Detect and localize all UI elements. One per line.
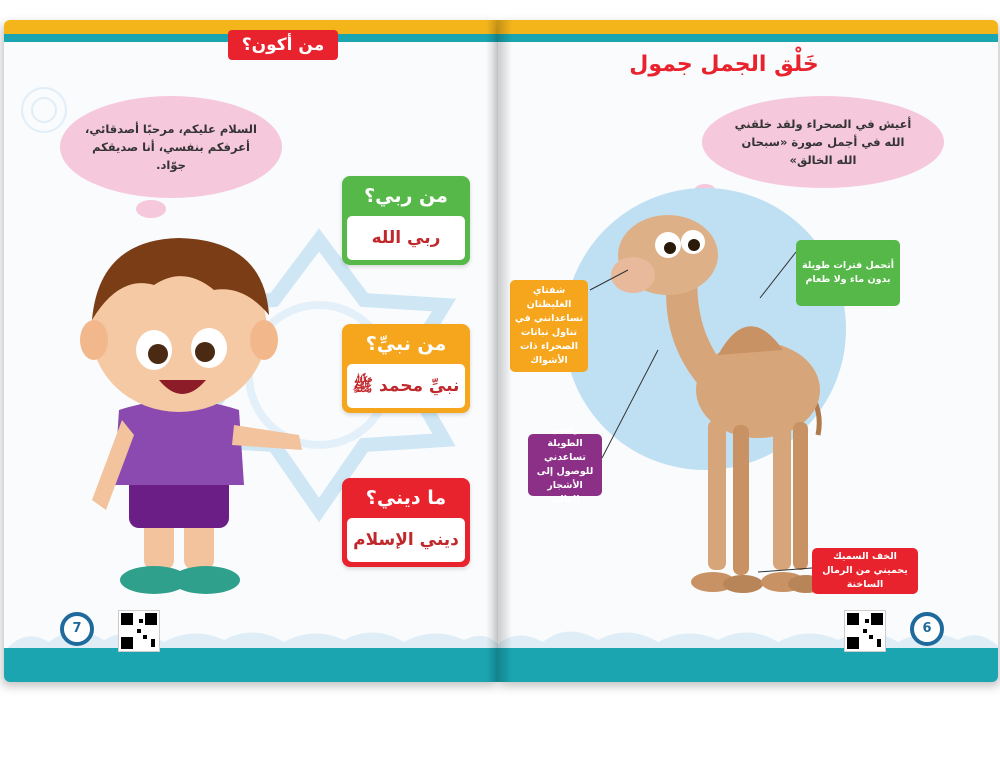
label-feet: الخف السميك يحميني من الرمال الساخنة bbox=[812, 548, 918, 594]
label-hump: أتحمل فترات طويلة بدون ماء ولا طعام bbox=[796, 240, 900, 306]
speech-bubble-left: السلام عليكم، مرحبًا أصدقائي، أعرفكم بنفسي، أنا صديقكم جوّاد. bbox=[60, 96, 282, 198]
question-card-lord-question: من ربي؟ bbox=[364, 185, 448, 207]
right-page bbox=[498, 20, 998, 682]
right-bottom-band bbox=[498, 648, 998, 682]
book-spine-shadow bbox=[486, 20, 512, 682]
bubble-dot bbox=[136, 200, 166, 218]
page-number-left: 7 bbox=[60, 612, 94, 646]
speech-bubble-right: أعيش في الصحراء ولقد خلقني الله في أجمل صورة «سبحان الله الخالق» bbox=[702, 96, 944, 188]
question-card-religion-question: ما ديني؟ bbox=[365, 487, 447, 509]
question-card-lord-answer: ربي الله bbox=[347, 216, 465, 260]
question-card-religion-answer: ديني الإسلام bbox=[347, 518, 465, 562]
qr-code-icon-right bbox=[844, 610, 886, 652]
question-card-prophet-answer: نبيِّ محمد ﷺ bbox=[347, 364, 465, 408]
label-neck: رقبتي الطويلة تساعدني للوصول إلى الأشجار العالية bbox=[528, 434, 602, 496]
page-title-right: خَلْق الجمل جمول bbox=[629, 52, 819, 77]
left-page bbox=[4, 20, 498, 682]
page-title-banner: من أكون؟ bbox=[228, 30, 338, 60]
question-card-prophet bbox=[342, 324, 470, 413]
question-card-prophet-question: من نبيِّ؟ bbox=[365, 333, 447, 355]
label-lips: شفتاي الغليظتان تساعدانني في تناول نباتات الصحراء ذات الأشواك bbox=[510, 280, 588, 372]
boy-character-illustration bbox=[74, 230, 324, 610]
question-card-religion bbox=[342, 478, 470, 567]
page-number-right: 6 bbox=[910, 612, 944, 646]
question-card-lord bbox=[342, 176, 470, 265]
left-bottom-band bbox=[4, 648, 498, 682]
qr-code-icon bbox=[118, 610, 160, 652]
